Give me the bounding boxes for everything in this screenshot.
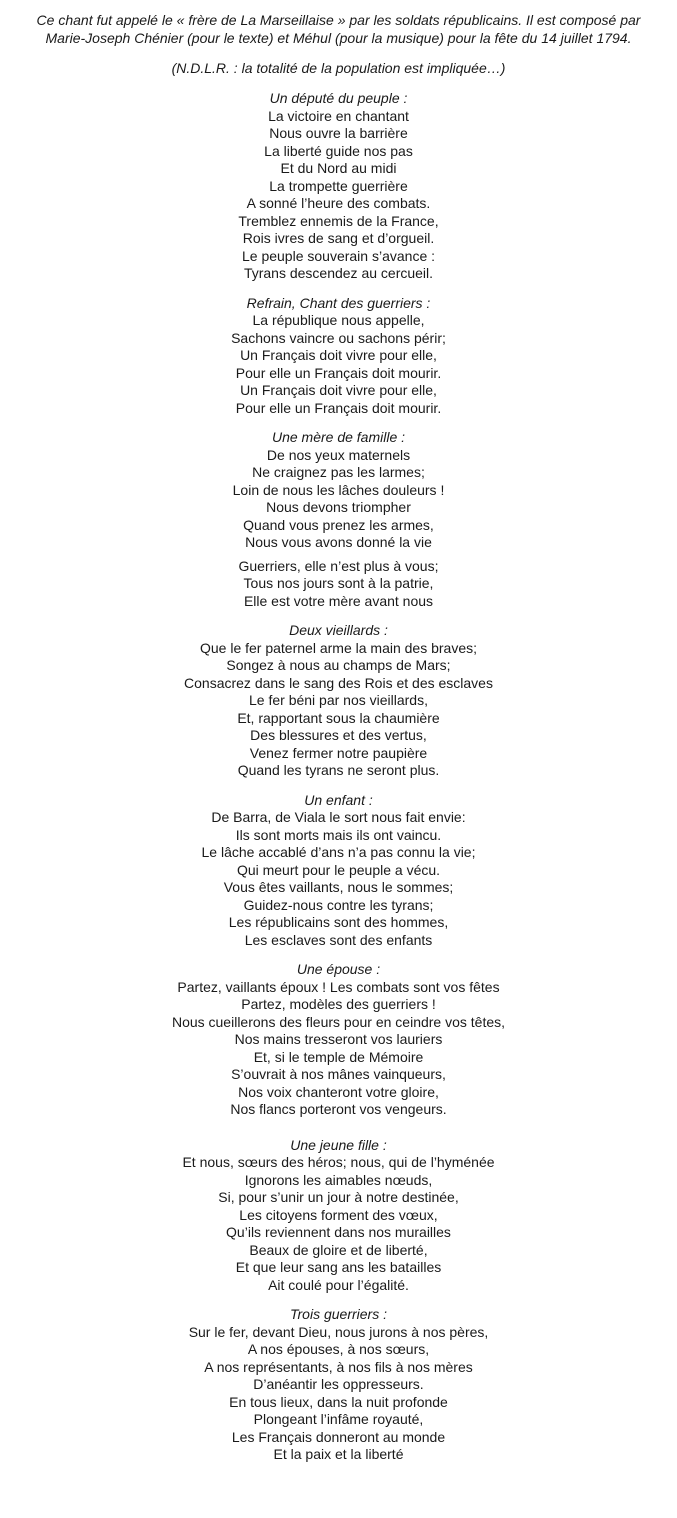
- verse-line: Consacrez dans le sang des Rois et des esclaves: [184, 674, 493, 691]
- verse-line: Et, rapportant sous la chaumière: [237, 709, 440, 726]
- verse-line: Songez à nous au champs de Mars;: [226, 657, 451, 673]
- verse-line: Qu’ils reviennent dans nos murailles: [226, 1224, 451, 1240]
- verse-line: Ait coulé pour l’égalité.: [268, 1276, 409, 1293]
- verse-line: De Barra, de Viala le sort nous fait envie:: [211, 809, 466, 825]
- verse-line: Elle est votre mère avant nous: [243, 592, 434, 609]
- verse-line: Que le fer paternel arme la main des braves;: [199, 639, 478, 656]
- stanza: [0, 90, 677, 283]
- verse-line: S’ouvrait à nos mânes vainqueurs,: [231, 1066, 446, 1082]
- verse-line: La trompette guerrière: [269, 177, 408, 194]
- verse-line: Et la paix et la liberté: [273, 1446, 404, 1462]
- verse-line: Nos mains tresseront vos lauriers: [234, 1031, 443, 1047]
- verse-line: Ils sont morts mais ils ont vaincu.: [235, 826, 442, 843]
- stanza: [0, 1137, 677, 1295]
- verse-line: Rois ivres de sang et d’orgueil.: [242, 230, 435, 246]
- verse-line: Pour elle un Français doit mourir.: [235, 364, 442, 381]
- stanza: [0, 558, 677, 611]
- verse-line: Partez, modèles des guerriers !: [241, 996, 436, 1012]
- verse-line: De nos yeux maternels: [266, 446, 411, 463]
- stanza-speaker: Un député du peuple :: [269, 90, 408, 106]
- verse-line: Sur le fer, devant Dieu, nous jurons à nos pères,: [188, 1323, 489, 1340]
- verse-line: Des blessures et des vertus,: [250, 727, 427, 743]
- verse-line: Plongeant l’infâme royauté,: [253, 1411, 424, 1427]
- verse-line: La liberté guide nos pas: [264, 142, 413, 159]
- verse-line: Pour elle un Français doit mourir.: [235, 399, 442, 416]
- stanza-speaker: Une mère de famille :: [271, 429, 406, 445]
- verse-line: Guidez-nous contre les tyrans;: [243, 896, 434, 913]
- verse-line: Nous ouvre la barrière: [269, 125, 408, 141]
- verse-line: Les républicains sont des hommes,: [228, 914, 449, 930]
- stanza: [0, 792, 677, 950]
- verse-line: Quand les tyrans ne seront plus.: [237, 762, 440, 778]
- verse-line: La république nous appelle,: [252, 312, 425, 328]
- stanza-speaker: Refrain, Chant des guerriers :: [246, 294, 431, 311]
- verse-line: Tous nos jours sont à la patrie,: [243, 575, 434, 591]
- verse-line: La victoire en chantant: [268, 107, 409, 124]
- editor-note: (N.D.L.R. : la totalité de la population est impliquée…): [171, 60, 506, 76]
- verse-line: Venez fermer notre paupière: [249, 744, 428, 761]
- verse-line: Partez, vaillants époux ! Les combats sont vos fêtes: [177, 978, 500, 995]
- stanza-speaker: Trois guerriers :: [290, 1306, 387, 1322]
- verse-line: A nos épouses, à nos sœurs,: [247, 1341, 430, 1357]
- stanza: [0, 429, 677, 552]
- verse-line: Ignorons les aimables nœuds,: [244, 1171, 433, 1188]
- stanza-speaker: Une jeune fille :: [290, 1136, 387, 1153]
- verse-line: Quand vous prenez les armes,: [243, 516, 434, 533]
- verse-line: Et du Nord au midi: [280, 160, 397, 176]
- verse-line: Nos voix chanteront votre gloire,: [238, 1083, 439, 1100]
- verse-line: Les esclaves sont des enfants: [244, 931, 433, 948]
- verse-line: Guerriers, elle n’est plus à vous;: [238, 557, 439, 574]
- verse-line: Vous êtes vaillants, nous le sommes;: [223, 879, 454, 895]
- verse-line: Et nous, sœurs des héros; nous, qui de l’hyménée: [182, 1154, 495, 1170]
- verse-line: Nos flancs porteront vos vengeurs.: [230, 1101, 447, 1117]
- verse-line: Tyrans descendez au cercueil.: [243, 265, 434, 281]
- verse-line: Un Français doit vivre pour elle,: [240, 347, 437, 363]
- verse-line: Et, si le temple de Mémoire: [253, 1048, 424, 1065]
- verse-line: Si, pour s’unir un jour à notre destinée,: [218, 1189, 459, 1205]
- intro-line: Ce chant fut appelé le « frère de La Marseillaise » par les soldats républicains. Il est composé par: [36, 12, 641, 28]
- stanza: [0, 622, 677, 780]
- verse-line: Beaux de gloire et de liberté,: [249, 1241, 428, 1258]
- verse-line: D’anéantir les oppresseurs.: [253, 1376, 424, 1392]
- stanza-speaker: Un enfant :: [304, 791, 373, 808]
- verse-line: Les citoyens forment des vœux,: [239, 1206, 438, 1223]
- stanza-speaker: Deux vieillards :: [289, 622, 388, 638]
- stanza: [0, 1306, 677, 1464]
- verse-line: A nos représentants, à nos fils à nos mères: [204, 1358, 473, 1375]
- verse-line: Les Français donneront au monde: [231, 1428, 446, 1445]
- verse-line: Loin de nous les lâches douleurs !: [232, 481, 445, 498]
- verse-line: Le lâche accablé d’ans n’a pas connu la vie;: [201, 844, 476, 860]
- verse-line: En tous lieux, dans la nuit profonde: [229, 1393, 448, 1410]
- verse-line: Nous vous avons donné la vie: [245, 534, 432, 550]
- verse-line: Un Français doit vivre pour elle,: [240, 382, 437, 398]
- stanza: [0, 961, 677, 1119]
- stanza-speaker: Une épouse :: [296, 961, 381, 977]
- verse-line: Le peuple souverain s’avance :: [241, 247, 436, 264]
- intro-paragraph: [4, 11, 674, 47]
- stanza: [0, 295, 677, 418]
- verse-line: Et que leur sang ans les batailles: [235, 1259, 442, 1275]
- verse-line: Qui meurt pour le peuple a vécu.: [236, 861, 441, 878]
- verse-line: Sachons vaincre ou sachons périr;: [231, 329, 446, 346]
- verse-line: A sonné l’heure des combats.: [246, 195, 431, 211]
- intro-line: Marie-Joseph Chénier (pour le texte) et Méhul (pour la musique) pour la fête du 14 juillet 1794.: [45, 30, 632, 46]
- song-lyrics: [0, 90, 677, 1464]
- verse-line: Nous cueillerons des fleurs pour en ceindre vos têtes,: [171, 1013, 506, 1030]
- verse-line: Tremblez ennemis de la France,: [238, 212, 439, 229]
- verse-line: Nous devons triompher: [266, 499, 411, 515]
- verse-line: Le fer béni par nos vieillards,: [249, 692, 428, 708]
- verse-line: Ne craignez pas les larmes;: [252, 464, 425, 480]
